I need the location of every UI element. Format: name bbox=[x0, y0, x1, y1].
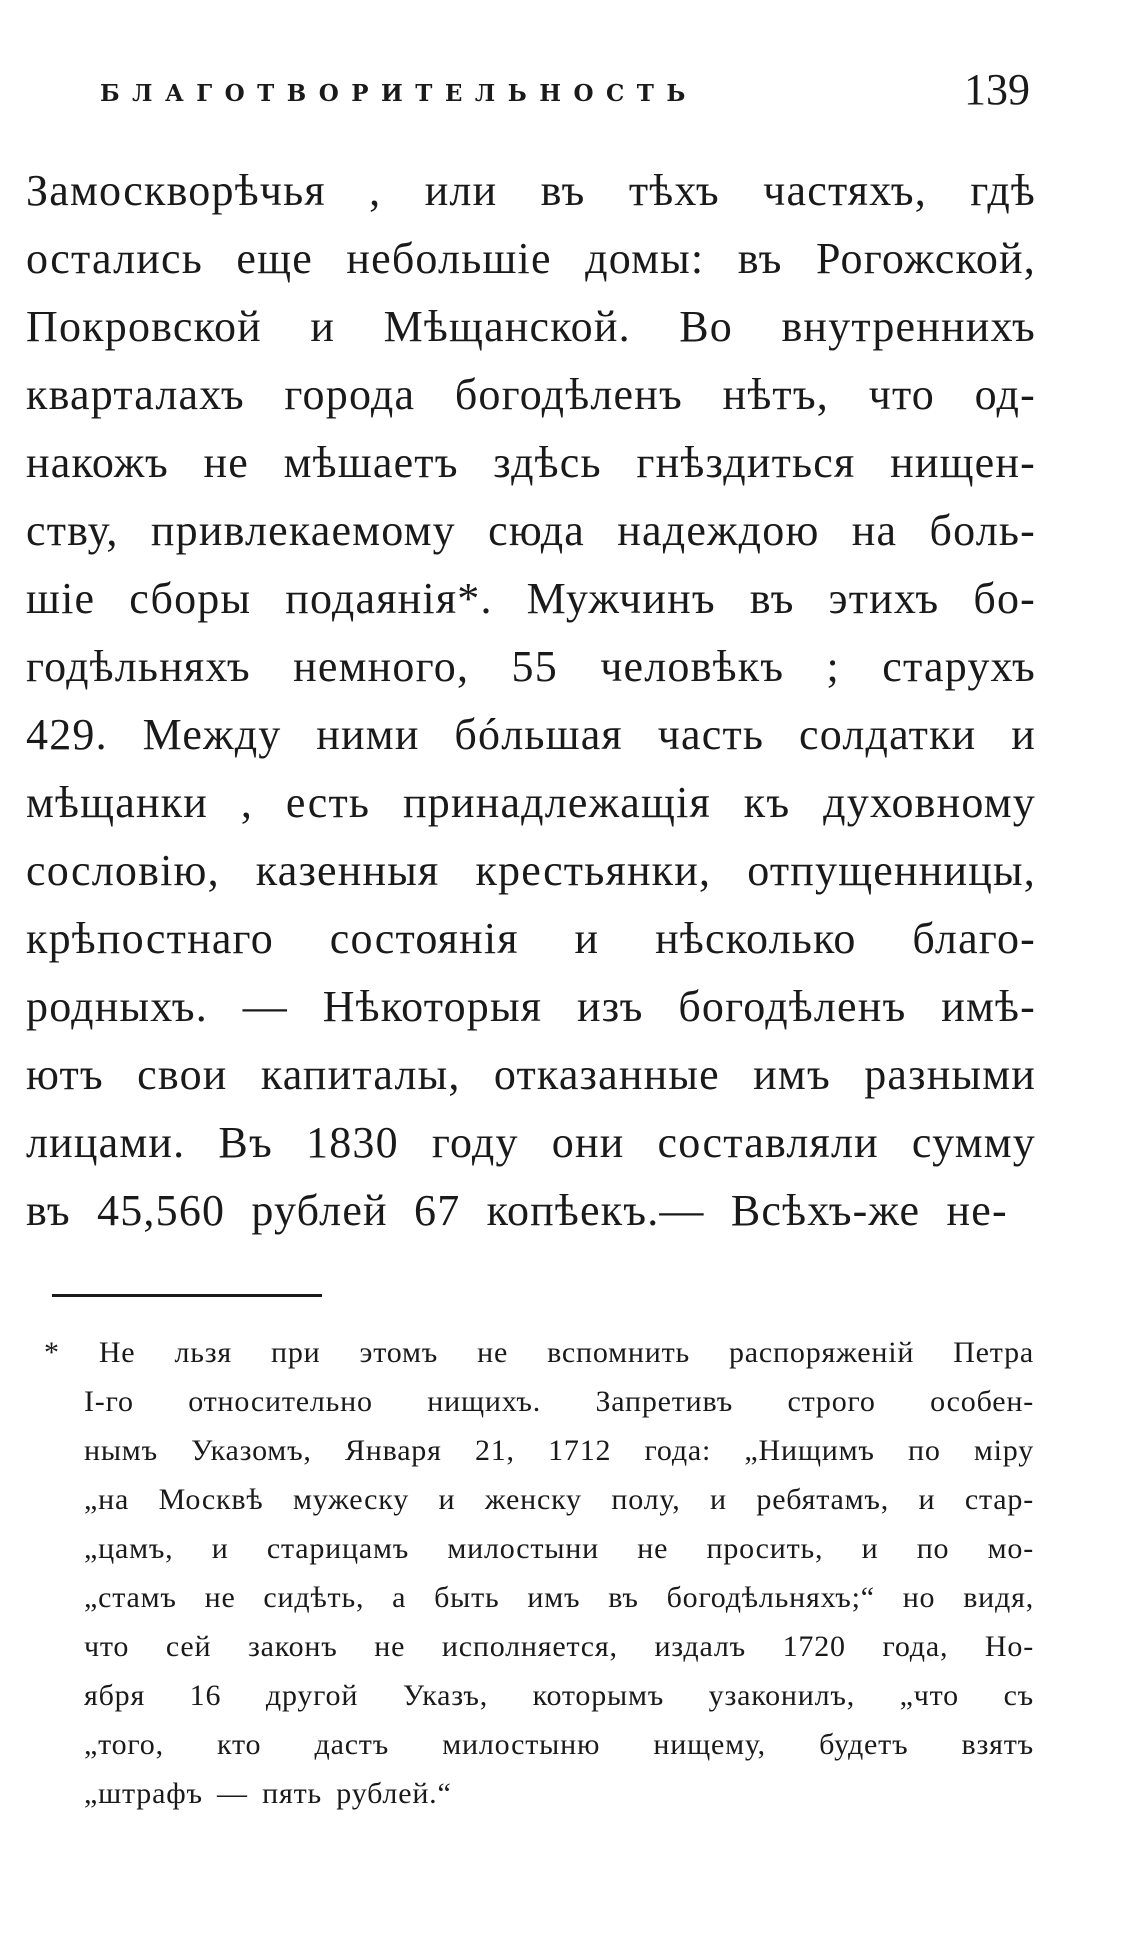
text-line: 429. Между ними бóльшая часть солдатки и bbox=[26, 710, 1036, 759]
page-number: 139 bbox=[964, 65, 1030, 114]
text-line: мѣщанки , есть принадлежащія къ духовному bbox=[26, 778, 1036, 827]
footnote-line: „штрафъ — пять рублей.“ bbox=[84, 1777, 452, 1810]
text-line: ству, привлекаемому сюда надеждою на боль- bbox=[26, 506, 1036, 555]
text-line: кварталахъ города богодѣленъ нѣтъ, что од- bbox=[26, 370, 1036, 419]
footnote-line: нымъ Указомъ, Января 21, 1712 года: „Нищимъ по міру bbox=[84, 1434, 1034, 1467]
footnote-line: „цамъ, и старицамъ милостыни не просить, и по мо- bbox=[84, 1532, 1034, 1565]
text-line: шіе сборы подаянія*. Мужчинъ въ этихъ бо- bbox=[26, 574, 1036, 623]
running-title: БЛАГОТВОРИТЕЛЬНОСТЬ bbox=[100, 80, 698, 107]
footnote-line: „стамъ не сидѣть, а быть имъ въ богодѣльняхъ;“ но видя, bbox=[84, 1581, 1034, 1614]
text-line: остались еще небольшіе домы: въ Рогожской, bbox=[26, 234, 1036, 283]
text-line: Покровской и Мѣщанской. Во внутреннихъ bbox=[26, 302, 1036, 351]
footnote-line: I-го относительно нищихъ. Запретивъ строго особен- bbox=[84, 1385, 1034, 1418]
main-text bbox=[26, 157, 1036, 1245]
text-line: Замоскворѣчья , или въ тѣхъ частяхъ, гдѣ bbox=[26, 166, 1036, 215]
footnote-line: „на Москвѣ мужеску и женску полу, и ребятамъ, и стар- bbox=[84, 1483, 1034, 1516]
text-line: ютъ свои капиталы, отказанные имъ разными bbox=[26, 1050, 1036, 1099]
text-line: сословію, казенныя крестьянки, отпущенницы, bbox=[26, 846, 1036, 895]
footnote-line: „того, кто дастъ милостыню нищему, будетъ взятъ bbox=[84, 1728, 1034, 1761]
footnote-separator bbox=[52, 1294, 322, 1297]
text-line: родныхъ. — Нѣкоторыя изъ богодѣленъ имѣ- bbox=[26, 982, 1036, 1031]
footnote-line: ября 16 другой Указъ, которымъ узаконилъ, „что съ bbox=[84, 1679, 1034, 1712]
text-line: лицами. Въ 1830 году они составляли сумму bbox=[26, 1118, 1036, 1167]
footnote bbox=[44, 1328, 1034, 1818]
footnote-line: * Не льзя при этомъ не вспомнить распоряженій Петра bbox=[44, 1336, 1034, 1369]
text-line: въ 45,560 рублей 67 копѣекъ.— Всѣхъ-же не- bbox=[26, 1186, 1008, 1235]
text-line: накожъ не мѣшаетъ здѣсь гнѣздиться нищен- bbox=[26, 438, 1036, 487]
running-head bbox=[100, 64, 1030, 124]
footnote-line: что сей законъ не исполняется, издалъ 1720 года, Но- bbox=[84, 1630, 1034, 1663]
text-line: годѣльняхъ немного, 55 человѣкъ ; старухъ bbox=[26, 642, 1036, 691]
text-line: крѣпостнаго состоянія и нѣсколько благо- bbox=[26, 914, 1036, 963]
